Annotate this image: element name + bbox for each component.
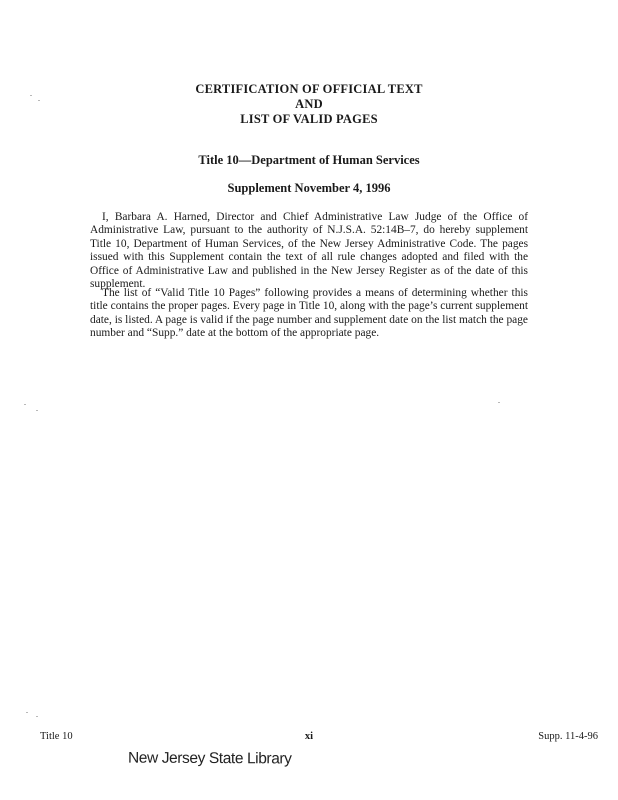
scan-speck — [30, 95, 32, 96]
footer-title: Title 10 — [40, 731, 73, 742]
scan-speck — [38, 100, 40, 101]
scan-speck — [36, 716, 38, 717]
heading-and: AND — [295, 97, 323, 111]
certification-heading: CERTIFICATION OF OFFICIAL TEXT — [195, 82, 423, 96]
scan-speck — [36, 410, 38, 411]
certification-paragraph: I, Barbara A. Harned, Director and Chief Administrative Law Judge of the Office of Administrative Law, pursuant to the authority of N.J.S.A. 52:14B–7, do hereby supplement Title 10, Department of Human Services, of the New Jersey Administrative Code. The pages issued with this Supplement contain the text of all rule changes adopted and filed with the Office of Administrative Law and published in the New Jersey Register as of the date of this supplement. — [90, 211, 528, 291]
supplement-date: Supplement November 4, 1996 — [227, 181, 391, 195]
valid-pages-heading: LIST OF VALID PAGES — [240, 112, 378, 126]
footer-supplement: Supp. 11-4-96 — [538, 731, 598, 742]
library-stamp: New Jersey State Library — [127, 749, 292, 768]
scan-speck — [498, 402, 500, 403]
footer-page-number: xi — [304, 731, 314, 742]
scan-speck — [26, 712, 28, 713]
department-title: Title 10—Department of Human Services — [198, 153, 420, 167]
scan-speck — [24, 404, 26, 405]
valid-pages-paragraph: The list of “Valid Title 10 Pages” following provides a means of determining whether this title contains the proper pages. Every page in Title 10, along with the page’s current supplement date, is listed. A page is valid if the page number and supplement date on the list match the page number and “Supp.” date at the bottom of the appropriate page. — [90, 287, 528, 340]
